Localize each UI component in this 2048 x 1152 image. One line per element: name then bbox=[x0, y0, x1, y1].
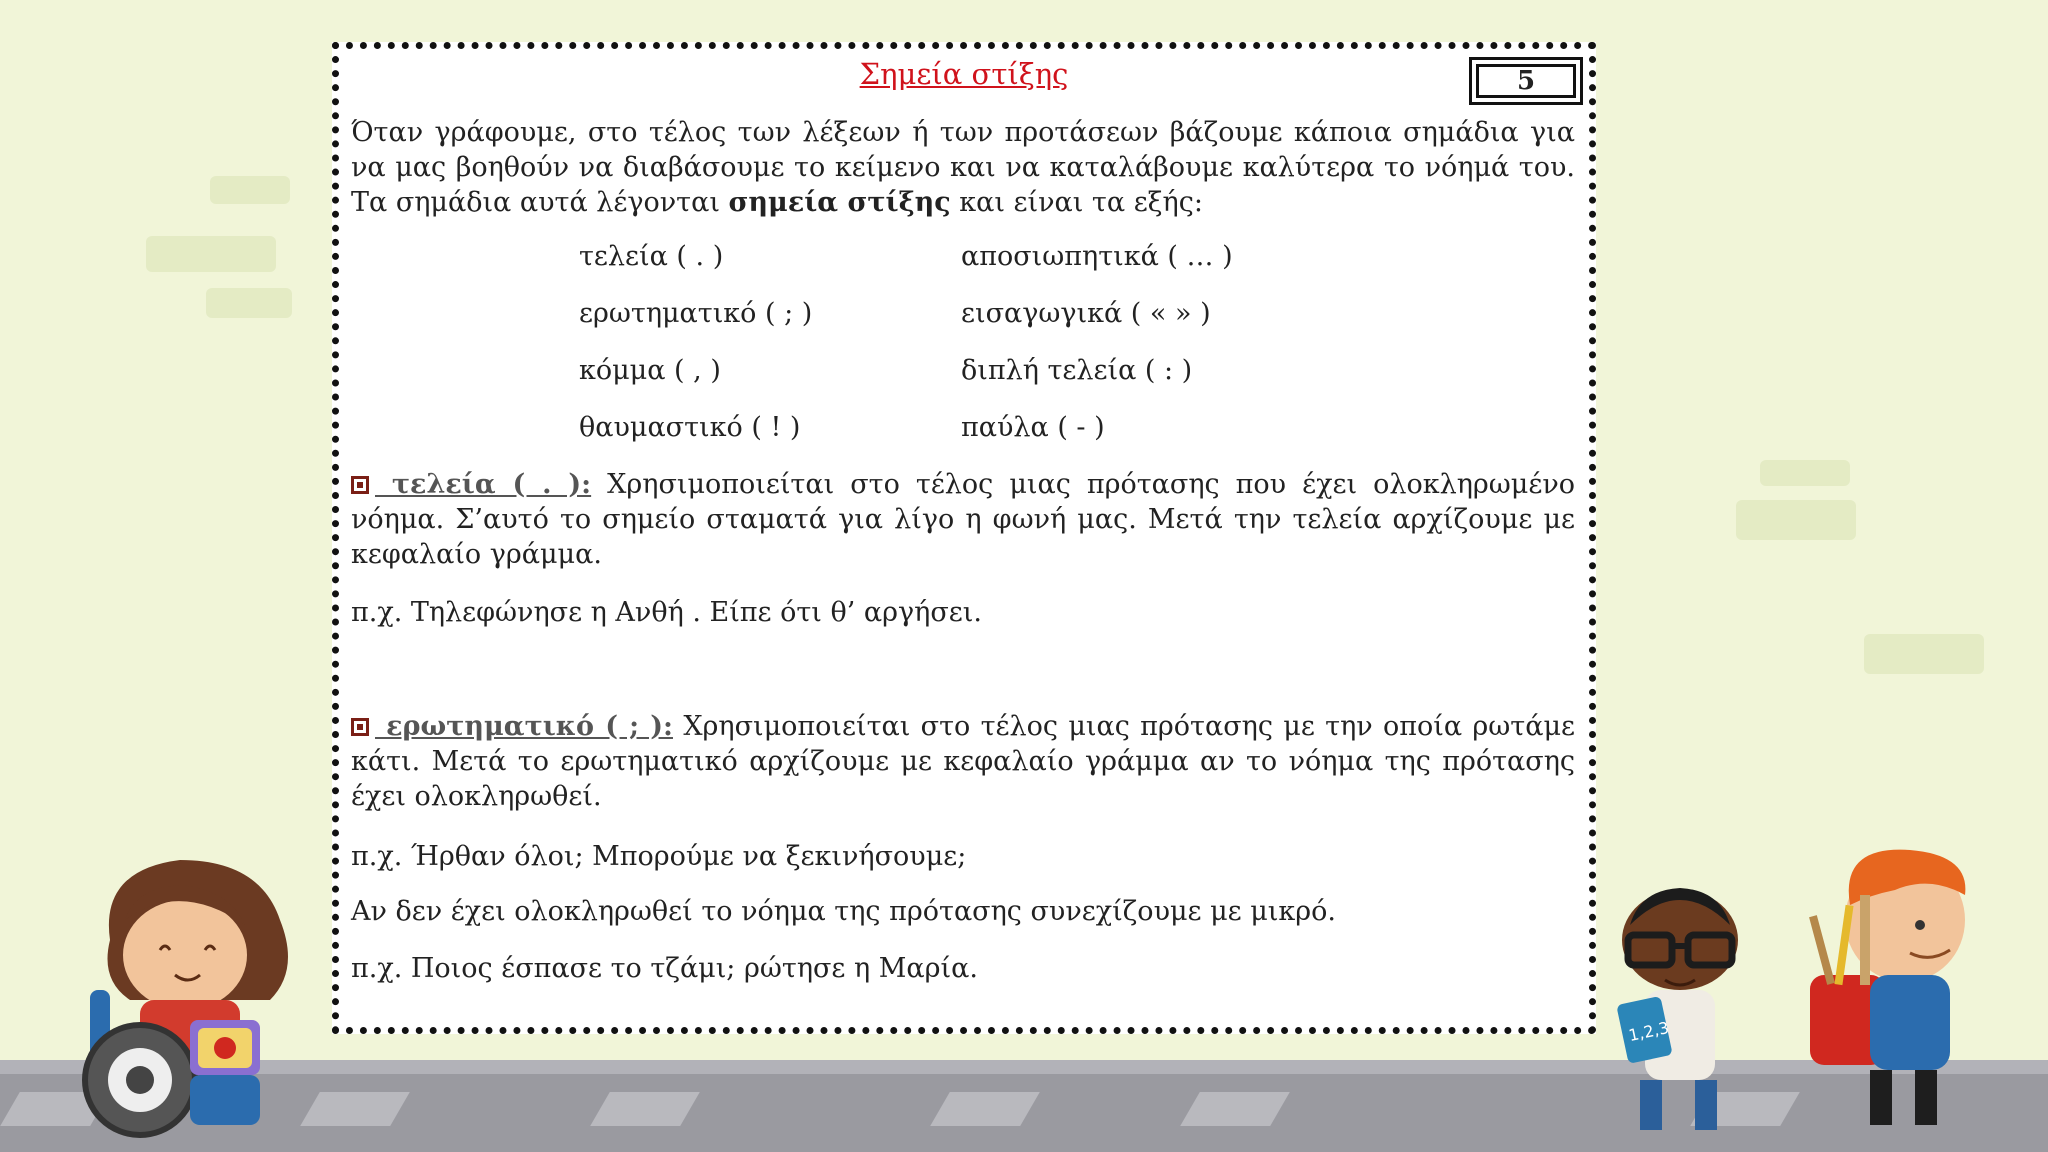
punctuation-item: κόμμα ( , ) bbox=[579, 355, 721, 386]
background-shape bbox=[206, 288, 292, 318]
intro-text: Όταν γράφουμε, στο τέλος των λέξεων ή των προτάσεων βάζουμε κάποια σημάδια για να μας βοηθούν να διαβάσουμε το κείμενο και να καταλάβουμε καλύτερα το νόημά του. Τα σημάδια αυτά λέγονται bbox=[351, 117, 1575, 218]
intro-bold-term: σημεία στίξης bbox=[728, 187, 951, 218]
erotimatiko-paragraph bbox=[351, 709, 1575, 814]
girl-in-wheelchair-illustration bbox=[70, 850, 340, 1140]
teleia-term: τελεία ( . ): bbox=[375, 469, 592, 500]
punctuation-item: αποσιωπητικά ( … ) bbox=[961, 241, 1233, 272]
background-shape bbox=[1864, 634, 1984, 674]
punctuation-item: παύλα ( - ) bbox=[961, 412, 1105, 443]
page-number: 5 bbox=[1476, 64, 1576, 98]
erotimatiko-term: ερωτηματικό ( ; ): bbox=[375, 711, 673, 742]
punctuation-item: τελεία ( . ) bbox=[579, 241, 724, 272]
background-shape bbox=[1760, 460, 1850, 486]
background-shape bbox=[146, 236, 276, 272]
background-shape bbox=[1736, 500, 1856, 540]
punctuation-item: διπλή τελεία ( : ) bbox=[961, 355, 1193, 386]
page-title: Σημεία στίξης bbox=[859, 57, 1069, 91]
square-bullet-icon bbox=[351, 718, 369, 736]
background-shape bbox=[210, 176, 290, 204]
intro-text-end: και είναι τα εξής: bbox=[950, 187, 1203, 218]
erotimatiko-note: Αν δεν έχει ολοκληρωθεί το νόημα της πρότασης συνεχίζουμε με μικρό. bbox=[351, 896, 1336, 927]
boy-with-books-illustration bbox=[1600, 880, 1760, 1140]
boy-with-backpack-illustration bbox=[1800, 835, 2000, 1135]
teleia-text: Χρησιμοποιείται στο τέλος μιας πρότασης που έχει ολοκληρωμένο νόημα. Σ’αυτό το σημείο σταματά για λίγο η φωνή μας. Μετά την τελεία αρχίζουμε με κεφαλαίο γράμμα. bbox=[351, 469, 1575, 570]
worksheet-card bbox=[332, 42, 1596, 1034]
book-label: 1,2,3 bbox=[1626, 1018, 1671, 1046]
erotimatiko-example-2: π.χ. Ποιος έσπασε το τζάμι; ρώτησε η Μαρία. bbox=[351, 953, 978, 984]
intro-paragraph bbox=[351, 115, 1575, 220]
erotimatiko-example-1: π.χ. Ήρθαν όλοι; Μπορούμε να ξεκινήσουμε; bbox=[351, 841, 967, 872]
page-number-box bbox=[1469, 57, 1583, 105]
punctuation-item: θαυμαστικό ( ! ) bbox=[579, 412, 801, 443]
teleia-example: π.χ. Τηλεφώνησε η Ανθή . Είπε ότι θ’ αργήσει. bbox=[351, 597, 982, 628]
punctuation-item: εισαγωγικά ( « » ) bbox=[961, 298, 1211, 329]
punctuation-item: ερωτηματικό ( ; ) bbox=[579, 298, 813, 329]
erotimatiko-text: Χρησιμοποιείται στο τέλος μιας πρότασης με την οποία ρωτάμε κάτι. Μετά το ερωτηματικό αρχίζουμε με κεφαλαίο γράμμα αν το νόημα της πρότασης έχει ολοκληρωθεί. bbox=[351, 711, 1576, 812]
square-bullet-icon bbox=[351, 476, 369, 494]
teleia-paragraph bbox=[351, 467, 1575, 572]
